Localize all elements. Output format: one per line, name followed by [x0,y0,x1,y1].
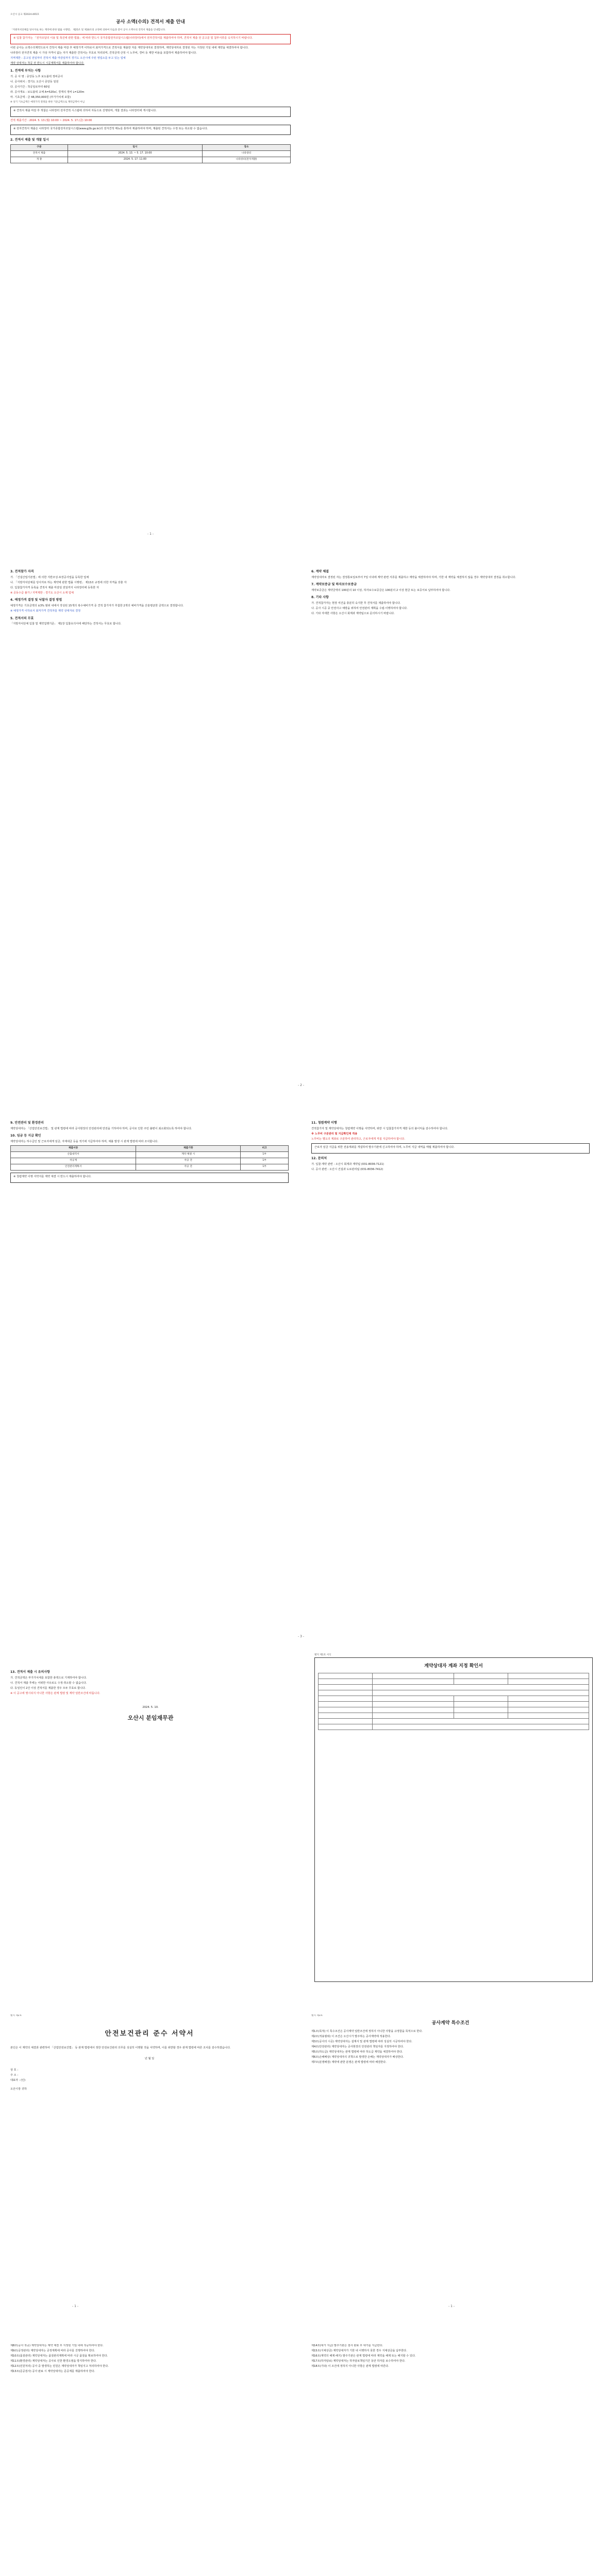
issuer-name: 오산시 분임재무관 [127,1714,174,1721]
section-title: 3. 견적참가 자격 [10,570,34,573]
table-header: 비고 [241,1146,289,1152]
list-item: 다. 기타 자세한 사항은 오산시 회계과 계약팀으로 문의하시기 바랍니다. [311,612,395,616]
section-title: 11. 청렴계약 이행 [311,1121,337,1125]
pledge-body: 본인은 이 계약의 체결과 관련하여 「산업안전보건법」 등 관계 법령에서 정한 안전보건관리 의무를 성실히 이행할 것을 서약하며, 이를 위반할 경우 관계 법령에 따른 조치를 감수하겠습니다. [10,2046,231,2049]
table-cell: 1부 [241,1152,289,1158]
underlined-note: 계약 상대자는 착공 전 반드시 시공계획서를 제출하여야 합니다. [10,62,85,65]
article: 제1조(목적) 이 특수조건은 공사계약 일반조건에 정하지 아니한 사항을 규정함을 목적으로 한다. [311,2029,423,2033]
restriction-note: ※ 공동수급 불가 / 지역제한 : 경기도 오산시 소재 업체 [10,591,74,595]
paragraph: 계약상대자로 결정된 자는 결정통보일로부터 7일 이내에 계약 관련 서류를 제출하고 계약을 체결하여야 하며, 기한 내 계약을 체결하지 않을 경우 계약상대자 결정을 취소합니다. [311,575,516,579]
table-cell: 1부 [241,1164,289,1171]
table-row [11,157,291,163]
labor-cost-text: 노무비는 별도의 계좌로 구분하여 관리하고, 근로자에게 직접 지급하여야 합니다. [311,1137,405,1141]
table-header: 제출기한 [136,1146,241,1152]
section-title: 8. 기타 사항 [311,596,329,600]
article: 제9조(공정관리) 계약상대자는 공정계획에 따라 공사를 진행하여야 한다. [10,2349,95,2353]
page-1 [0,0,301,546]
info-box [10,1173,289,1183]
list-item: 가. 견적참가자는 현장 여건을 충분히 숙지한 후 견적서를 제출하여야 합니다. [311,602,401,605]
account-form [314,1654,593,1978]
paragraph: 계약상대자는 하수급인 및 근로자에게 임금, 자재대금 등을 적기에 지급하여야 하며, 체불 발생 시 관계 법령에 따라 조치합니다. [10,1140,158,1143]
notice-text: ※ 입찰 참가자는 「전자조달의 이용 및 촉진에 관한 법률」에 따라 반드시 국가종합전자조달시스템(나라장터)에서 전자견적서를 제출하여야 하며, 견적서 제출 전 공고문 및 첨부서류를 숙지하시기 바랍니다. [13,37,253,40]
decision-note: ※ 예정가격 이하로서 최저가격 견적자를 계약 상대자로 결정 [10,609,81,613]
info-text: 근로자 임금 지급을 위한 전용계좌를 개설하여 발주기관에 신고하여야 하며, 노무비 지급 내역을 매월 제출하여야 합니다. [314,1146,455,1149]
page-number: - 1 - [147,532,154,536]
submission-period: 견적 제출기간 : 2024. 5. 13.(월) 10:00 ~ 2024. 5. 17.(금) 10:00 [10,118,92,122]
page-5 [0,1999,602,2318]
article: 제12조(민원처리) 공사 중 발생하는 민원은 계약상대자가 책임지고 처리하여야 한다. [10,2365,109,2368]
article: 제6조(손해배상) 계약상대자의 귀책으로 발생한 손해는 계약상대자가 배상한다. [311,2055,404,2059]
closing-note: ※ 이 공고에 명시되지 아니한 사항은 관계 법령 및 계약 일반조건에 따릅니다. [10,1691,101,1695]
table-header: 장소 [203,144,291,150]
left-column [10,1118,289,1628]
list-item: 라. 공사개요 : 보도블럭 교체 A=520㎡, 경계석 정비 L=120m [10,90,85,94]
info-box [10,125,291,135]
right-column [311,1118,590,1628]
page-number: - 1 - [448,2304,455,2309]
article: 제15조(지체상금) 계약상대자가 기한 내 이행하지 못한 경우 지체상금을 납부한다. [311,2349,407,2353]
issue-date: 2024. 5. 10. [142,1706,159,1709]
table-row [11,1158,289,1164]
article: 제11조(환경관리) 계약상대자는 공사로 인한 환경오염을 방지하여야 한다. [10,2360,97,2363]
list-item: 나. 공사위치 : 경기도 오산시 중앙동 일원 [10,80,59,83]
contact-item: 가. 입찰·계약 관련 : 오산시 회계과 계약팀 (031-8036-7121) [311,1163,384,1166]
left-column [10,2344,289,2576]
sign-field: 주 소 : [10,2073,19,2077]
article: 제17조(하자담보) 계약상대자는 하자담보책임기간 동안 하자를 보수하여야 한다. [311,2360,406,2363]
page-4 [0,1654,301,1984]
region-restriction: 지역제한 : 공고일 전일부터 견적서 제출 마감일까지 경기도 오산시에 주된 영업소를 두고 있는 업체 [10,57,126,60]
paragraph: 계약보증금은 계약금액의 100분의 10 이상, 하자보수보증금은 100분의 2 이상 현금 또는 보증서로 납부하여야 합니다. [311,588,450,592]
left-column [10,567,289,1077]
sign-field: 상 호 : [10,2068,19,2072]
page-number: - 2 - [298,1083,304,1088]
page-number: - 3 - [298,1635,304,1639]
section-title: 1. 견적에 부치는 사항 [10,69,41,73]
table-header: 일시 [68,144,202,150]
right-column [311,567,590,1077]
article: 제3조(공사의 시공) 계약상대자는 설계서 및 관계 법령에 따라 성실히 시공하여야 한다. [311,2040,412,2043]
info-text: ※ 견적서 제출 마감 후 개찰은 나라장터 전자견적 시스템에 의하여 자동으로 진행되며, 개찰 결과는 나라장터에 게시합니다. [13,109,157,112]
footnote: ※ 상기 기초금액은 예정가격 결정을 위한 기준금액으로 계약금액이 아님 [10,100,85,104]
schedule-table [10,144,291,163]
list-item: 나. 견적서 제출 후에는 어떠한 사유로도 수정·취소할 수 없습니다. [10,1681,87,1685]
article: 제2조(적용범위) 이 조건은 오산시가 발주하는 공사계약에 적용한다. [311,2035,391,2038]
form-frame [314,1657,593,1982]
list-item: 다. 입찰참가자격 등록을 견적서 제출 마감일 전일까지 나라장터에 등록한 자 [10,586,99,589]
list-item: 가. 견적금액은 부가가치세를 포함한 총액으로 기재하여야 합니다. [10,1676,87,1680]
section-title: 9. 안전관리 및 환경관리 [10,1121,44,1125]
table-header: 제출서류 [11,1146,136,1152]
form-label: 별지 제1호 서식 [314,1654,331,1656]
article: 제16조(계약의 해제·해지) 발주기관은 관계 법령에 따라 계약을 해제 또는 해지할 수 있다. [311,2354,416,2358]
table-cell: 계약 체결 시 [136,1152,241,1158]
list-item: 나. 「지방자치단체를 당사자로 하는 계약에 관한 법률 시행령」 제13조 규정에 의한 자격을 갖춘 자 [10,581,127,584]
info-box [311,1143,590,1154]
article: 제5조(하도급) 계약상대자는 관계 법령에 따라 하도급 계약을 체결하여야 한다. [311,2050,403,2054]
table-cell: 2024. 5. 17. 11:00 [68,157,202,163]
table-cell: 나라장터(전자개찰) [203,157,291,163]
section-title: 7. 계약보증금 및 하자보수보증금 [311,583,357,587]
table-cell: 1부 [241,1158,289,1164]
info-text: ※ 전자견적서 제출은 나라장터 국가종합전자조달시스템(www.g2b.go.kr)의 전자견적 메뉴를 통하여 제출하여야 하며, 제출된 견적서는 수정 또는 취소할 수 없습니다. [13,127,208,131]
table-cell: 착공 전 [136,1158,241,1164]
section-title: 13. 견적서 제출 시 유의사항 [10,1670,50,1674]
section-title: 4. 예정가격 결정 및 낙찰자 결정 방법 [10,598,62,602]
intro-text: 「지방자치단체를 당사자로 하는 계약에 관한 법률 시행령」 제25조 및 제30조의 규정에 의하여 다음과 같이 공사 소액수의 견적서 제출을 안내합니다. [10,28,166,31]
article: 제14조(대가 지급) 발주기관은 검사 완료 후 대가를 지급한다. [311,2344,383,2347]
paragraph: 예정가격은 기초금액의 ±3% 범위 내에서 작성된 15개의 복수예비가격 중 견적 참가자가 추첨한 2개의 예비가격을 산술평균한 금액으로 결정합니다. [10,604,184,607]
article: 제7조(분쟁해결) 계약에 관한 분쟁은 관계 법령에 따라 해결한다. [311,2060,387,2064]
table-cell: 착공 전 [136,1164,241,1171]
table-cell: 착공계 [11,1158,136,1164]
notice-box [10,34,291,44]
table-header: 구분 [11,144,68,150]
page-2 [0,551,602,1097]
list-item: 가. 공 사 명 : 중앙동 노후 보도블럭 정비공사 [10,75,63,78]
page-number: - 1 - [72,2304,78,2309]
paragraph: 이번 공사는 소액수의계약으로서 견적서 제출 마감 후 예정가격 이하로서 최저가격으로 견적서를 제출한 자를 계약상대자로 결정하며, 계약상대자로 결정된 자는 지정된 기일 내에 계약을 체결하여야 합니다. [10,46,249,50]
documents-table [10,1145,289,1171]
page-6 [0,2329,602,2576]
right-column [311,2344,590,2576]
table-cell: 안전관리계획서 [11,1164,136,1171]
article: 제10조(품질관리) 계약상대자는 품질관리계획에 따라 시공 품질을 확보하여야 한다. [10,2354,108,2358]
table-row [11,1152,289,1158]
table-row [11,150,291,157]
right-column [311,2014,590,2298]
section-title: 12. 문의처 [311,1157,327,1161]
article: 제4조(안전관리) 계약상대자는 공사현장의 안전관리 책임자를 지정하여야 한다. [311,2045,404,2048]
list-item: 나. 공사 시공 중 안전사고 예방을 위하여 안전관리 계획을 수립·이행하여야 합니다. [311,607,408,611]
form-grid [318,1673,589,1730]
form-title: 계약상대자 계좌 지정 확인서 [424,1663,483,1669]
list-item: 다. 공사기간 : 착공일로부터 60일 [10,85,50,89]
table-cell: 산출내역서 [11,1152,136,1158]
pledge-date: 년 월 일 [144,2057,155,2061]
paragraph: 견적참가자 및 계약상대자는 청렴계약 이행을 서약하며, 위반 시 입찰참가자격 제한 등의 불이익을 감수하여야 합니다. [311,1127,448,1130]
page-3 [0,1103,602,1649]
section-title: 2. 견적서 제출 및 개찰 일시 [10,138,49,142]
page-title: 공사 소액(수의) 견적서 제출 안내 [116,19,185,25]
item-list [10,75,291,100]
pledge-title: 안전보건관리 준수 서약서 [105,2029,194,2038]
article: 제18조(기타) 이 조건에 정하지 아니한 사항은 관계 법령에 따른다. [311,2365,389,2368]
labor-cost-title: ※ 노무비 구분관리 및 지급확인제 적용 [311,1132,358,1136]
list-item: 마. 기초금액 : 금 48,350,000원 (부가가치세 포함) [10,95,71,99]
article: 제8조(공사 착공) 계약상대자는 계약 체결 후 지정된 기일 내에 착공하여야 한다. [10,2344,104,2347]
form-label: 별지 제3호 [311,2014,323,2017]
section-title: 10. 임금 등 지급 확인 [10,1134,41,1138]
table-cell: 나라장터 [203,150,291,157]
table-cell: 견적서 제출 [11,150,68,157]
section-title: 5. 견적서의 무효 [10,616,34,620]
doc-ref: 오산시 공고 제2024-465호 [10,13,40,16]
table-cell: 2024. 5. 13. ~ 5. 17. 10:00 [68,150,202,157]
info-text: ※ 청렴계약 이행 서약서를 계약 체결 시 반드시 제출하여야 합니다. [13,1175,92,1179]
table-cell: 개 찰 [11,157,68,163]
paragraph: 나라장터 전자견적 제출 시 가상 자격이 없는 자가 제출한 견적서는 무효로 처리되며, 견적금액 산정 시 노무비, 경비 등 제반 비용을 포함하여 제출하여야 합니다. [10,52,197,55]
contact-item: 나. 공사 관련 : 오산시 건설과 도로관리팀 (031-8036-7412) [311,1168,383,1172]
section-title: 6. 계약 체결 [311,570,329,573]
paragraph: 계약상대자는 「산업안전보건법」 및 관계 법령에 따라 공사현장의 안전관리에 만전을 기하여야 하며, 공사로 인한 주민 불편이 최소화되도록 하여야 합니다. [10,1127,192,1130]
conditions-title: 공사계약 특수조건 [431,2020,470,2026]
list-item: 다. 동일인이 2건 이상 견적서를 제출한 경우 모두 무효로 합니다. [10,1686,86,1690]
paragraph: 「지방자치단체 입찰 및 계약집행기준」 제1장 입찰유의서에 해당하는 견적서는 무효로 합니다. [10,622,122,626]
article: 제13조(준공검사) 공사 완료 시 계약상대자는 준공계를 제출하여야 한다. [10,2370,95,2374]
sign-field: 대표자 : (인) [10,2078,26,2082]
list-item: 가. 「건설산업기본법」에 의한 지반조성·포장공사업을 등록한 업체 [10,575,89,579]
left-column [10,2014,289,2298]
addressee: 오산시장 귀하 [10,2088,27,2091]
info-box [10,107,291,117]
form-label: 별지 제2호 [10,2014,22,2017]
table-row [11,1164,289,1171]
